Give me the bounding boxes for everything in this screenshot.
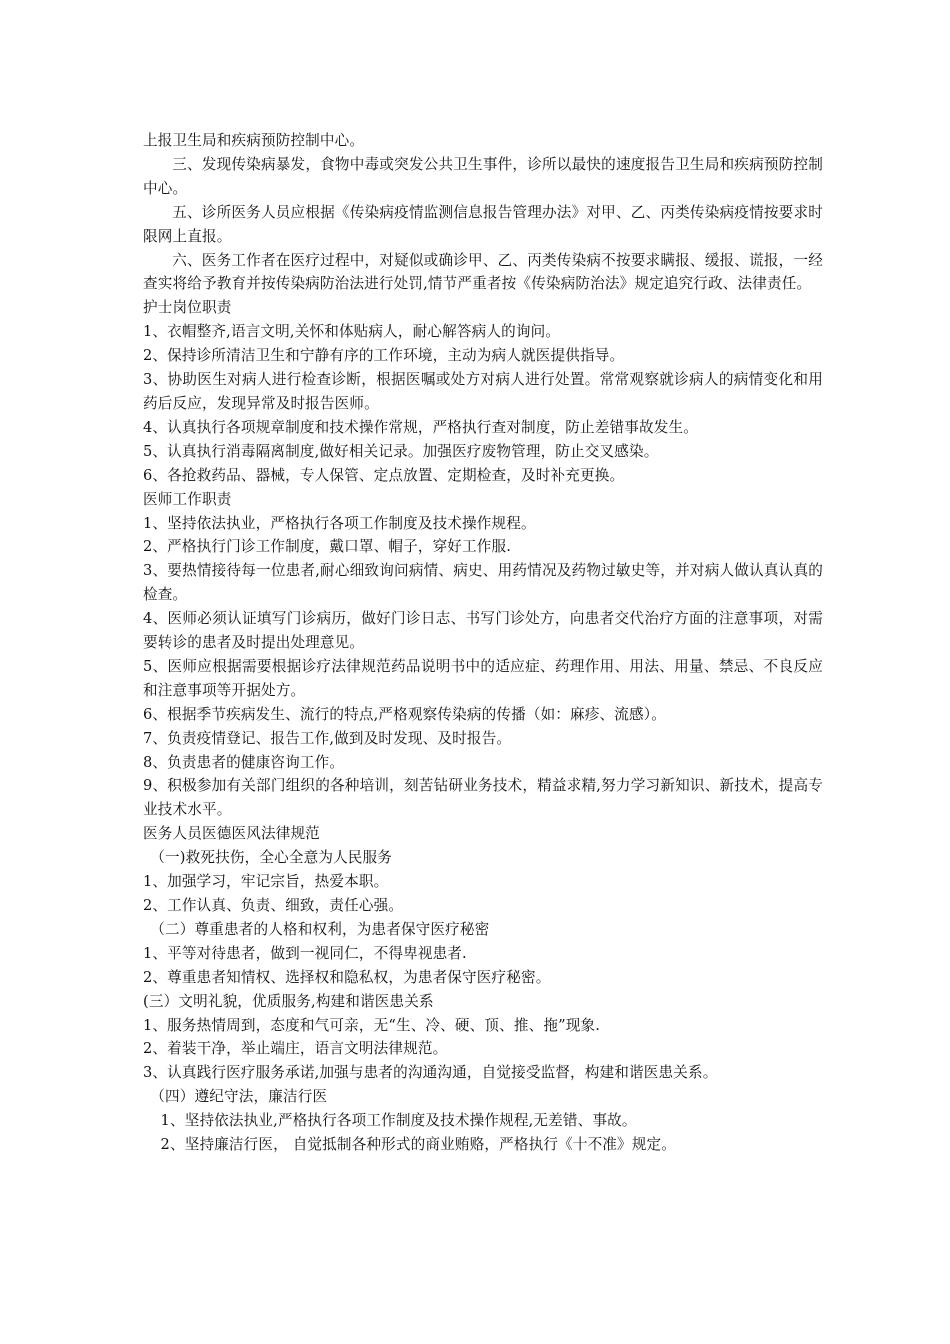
section-heading-nurse: 护士岗位职责 [143, 299, 232, 317]
paragraph-item-five: 五、诊所医务人员应根据《传染病疫情监测信息报告管理办法》对甲、乙、丙类传染病疫情按要求时限网上直报。 [143, 203, 823, 245]
list-item: 2、尊重患者知情权、选择权和隐私权，为患者保守医疗秘密。 [143, 968, 551, 986]
list-item: 2、保持诊所清洁卫生和宁静有序的工作环境，主动为病人就医提供指导。 [143, 347, 625, 365]
list-item: 7、负责疫情登记、报告工作,做到及时发现、及时报告。 [143, 729, 512, 747]
list-item: 4、认真执行各项规章制度和技术操作常规，严格执行查对制度，防止差错事故发生。 [143, 418, 698, 436]
list-item: 3、协助医生对病人进行检查诊断，根据医嘱或处方对病人进行处置。常常观察就诊病人的病情变化和用药后反应，发现异常及时报告医师。 [143, 371, 823, 412]
subsection-heading: （四）遵纪守法，廉洁行医 [150, 1088, 328, 1106]
list-item: 2、严格执行门诊工作制度，戴口罩、帽子，穿好工作服. [143, 538, 512, 556]
list-item: 9、积极参加有关部门组织的各种培训，刻苦钻研业务技术，精益求精,努力学习新知识、新技术，提高专业技术水平。 [143, 777, 823, 819]
paragraph-item-three: 三、发现传染病暴发，食物中毒或突发公共卫生事件，诊所以最快的速度报告卫生局和疾病预防控制中心。 [143, 155, 823, 197]
list-item: 6、根据季节疾病发生、流行的特点,严格观察传染病的传播（如：麻疹、流感）。 [143, 705, 666, 723]
section-heading-physician: 医师工作职责 [143, 490, 232, 508]
subsection-heading: （一)救死扶伤，全心全意为人民服务 [150, 849, 393, 867]
paragraph-continuation: 上报卫生局和疾病预防控制中心。 [143, 132, 365, 149]
list-item: 1、衣帽整齐,语言文明,关怀和体贴病人，耐心解答病人的询问。 [143, 323, 561, 341]
subsection-heading: (三）文明礼貌，优质服务,构建和谐医患关系 [143, 992, 434, 1010]
list-item: 1、坚持依法执业，严格执行各项工作制度及技术操作规程。 [143, 514, 536, 532]
section-heading-ethics: 医务人员医德医风法律规范 [143, 825, 320, 843]
list-item: 2、工作认真、负责、细致，责任心强。 [143, 897, 404, 914]
document-body [143, 129, 823, 1157]
list-item: 1、服务热情周到，态度和气可亲，无“生、冷、硬、顶、推、拖”现象. [143, 1016, 601, 1034]
list-item: 5、认真执行消毒隔离制度,做好相关记录。加强医疗废物管理，防止交叉感染。 [143, 442, 659, 460]
list-item: 6、各抢救药品、器械，专人保管、定点放置、定期检查，及时补充更换。 [143, 466, 625, 484]
list-item: 2、着装干净，举止端庄，语言文明法律规范。 [143, 1040, 448, 1058]
list-item: 2、坚持廉洁行医， 自觉抵制各种形式的商业贿赂，严格执行《十不准》规定。 [160, 1136, 677, 1154]
list-item: 3、要热情接待每一位患者,耐心细致询问病情、病史、用药情况及药物过敏史等，并对病人做认真认真的检查。 [143, 562, 823, 604]
list-item: 3、认真践行医疗服务承诺,加强与患者的沟通沟通，自觉接受监督，构建和谐医患关系。 [143, 1064, 718, 1082]
list-item: 4、医师必须认证填写门诊病历，做好门诊日志、书写门诊处方，向患者交代治疗方面的注意事项，对需要转诊的患者及时提出处理意见。 [143, 610, 823, 652]
list-item: 1、坚持依法执业,严格执行各项工作制度及技术操作规程,无差错、事故。 [160, 1112, 637, 1130]
list-item: 8、负责患者的健康咨询工作。 [143, 753, 345, 771]
paragraph-item-six: 六、医务工作者在医疗过程中，对疑似或确诊甲、乙、丙类传染病不按要求瞒报、缓报、谎报，一经查实将给予教育并按传染病防治法进行处罚,情节严重者按《传染病防治法》规定追究行政、法律责任。 [143, 251, 823, 293]
list-item: 5、医师应根据需要根据诊疗法律规范药品说明书中的适应症、药理作用、用法、用量、禁忌、不良反应和注意事项等开据处方。 [143, 657, 823, 699]
list-item: 1、加强学习，牢记宗旨，热爱本职。 [143, 873, 389, 891]
subsection-heading: （二）尊重患者的人格和权利，为患者保守医疗秘密 [150, 920, 490, 938]
list-item: 1、平等对待患者，做到一视同仁，不得卑视患者. [143, 944, 467, 962]
